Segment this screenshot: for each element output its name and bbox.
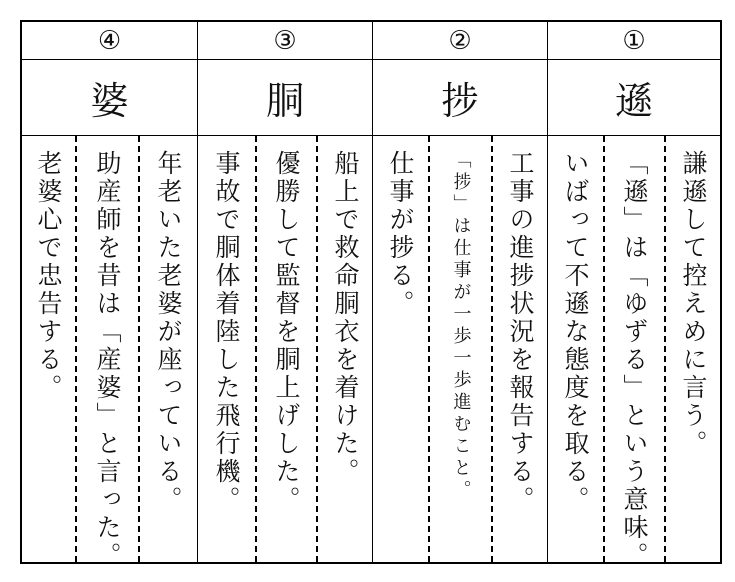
example-sentence: 年老いた老婆が座っている。	[154, 150, 183, 514]
sentence-strip	[138, 136, 197, 562]
sentence-strip	[316, 136, 373, 562]
kanji-heading: 遜	[548, 60, 720, 136]
column-number: ②	[373, 22, 547, 60]
sentence-strip	[75, 136, 138, 570]
example-sentence: 仕事が捗る。	[386, 150, 415, 318]
example-sentence: 船上で救命胴衣を着けた。	[331, 150, 360, 486]
example-sentences	[373, 136, 547, 562]
example-sentence: 工事の進捗状況を報告する。	[506, 150, 535, 514]
example-sentence: 老婆心で忠告する。	[34, 150, 63, 402]
example-sentence: いばって不遜な態度を取る。	[561, 150, 590, 514]
column-number: ③	[198, 22, 372, 60]
example-sentences	[198, 136, 372, 562]
column-number: ①	[548, 22, 720, 60]
column-2	[372, 22, 547, 562]
kanji-heading: 胴	[198, 60, 372, 136]
example-sentence: 「捗」は仕事が一歩一歩進むこと。	[450, 150, 472, 502]
sentence-strip	[491, 136, 548, 562]
column-number: ④	[22, 22, 197, 60]
example-sentence: 助産師を昔は「産婆」と言った。	[93, 150, 122, 570]
example-sentence: 事故で胴体着陸した飛行機。	[212, 150, 241, 514]
kanji-heading: 婆	[22, 60, 197, 136]
sentence-strip	[373, 136, 428, 562]
example-sentences	[548, 136, 720, 570]
kanji-heading: 捗	[373, 60, 547, 136]
column-4	[22, 22, 197, 570]
example-sentences	[22, 136, 197, 570]
sentence-strip	[548, 136, 603, 562]
sentence-strip	[428, 136, 491, 562]
sentence-strip	[22, 136, 75, 562]
sentence-strip	[664, 136, 721, 562]
sentence-strip	[198, 136, 255, 562]
worksheet-table	[20, 20, 722, 570]
example-sentence: 「遜」は「ゆずる」という意味。	[620, 150, 649, 570]
example-sentence: 謙遜して控えめに言う。	[679, 150, 708, 458]
column-1	[547, 22, 720, 570]
sentence-strip	[603, 136, 664, 570]
example-sentence: 優勝して監督を胴上げした。	[272, 150, 301, 514]
column-3	[197, 22, 372, 562]
sentence-strip	[255, 136, 316, 562]
